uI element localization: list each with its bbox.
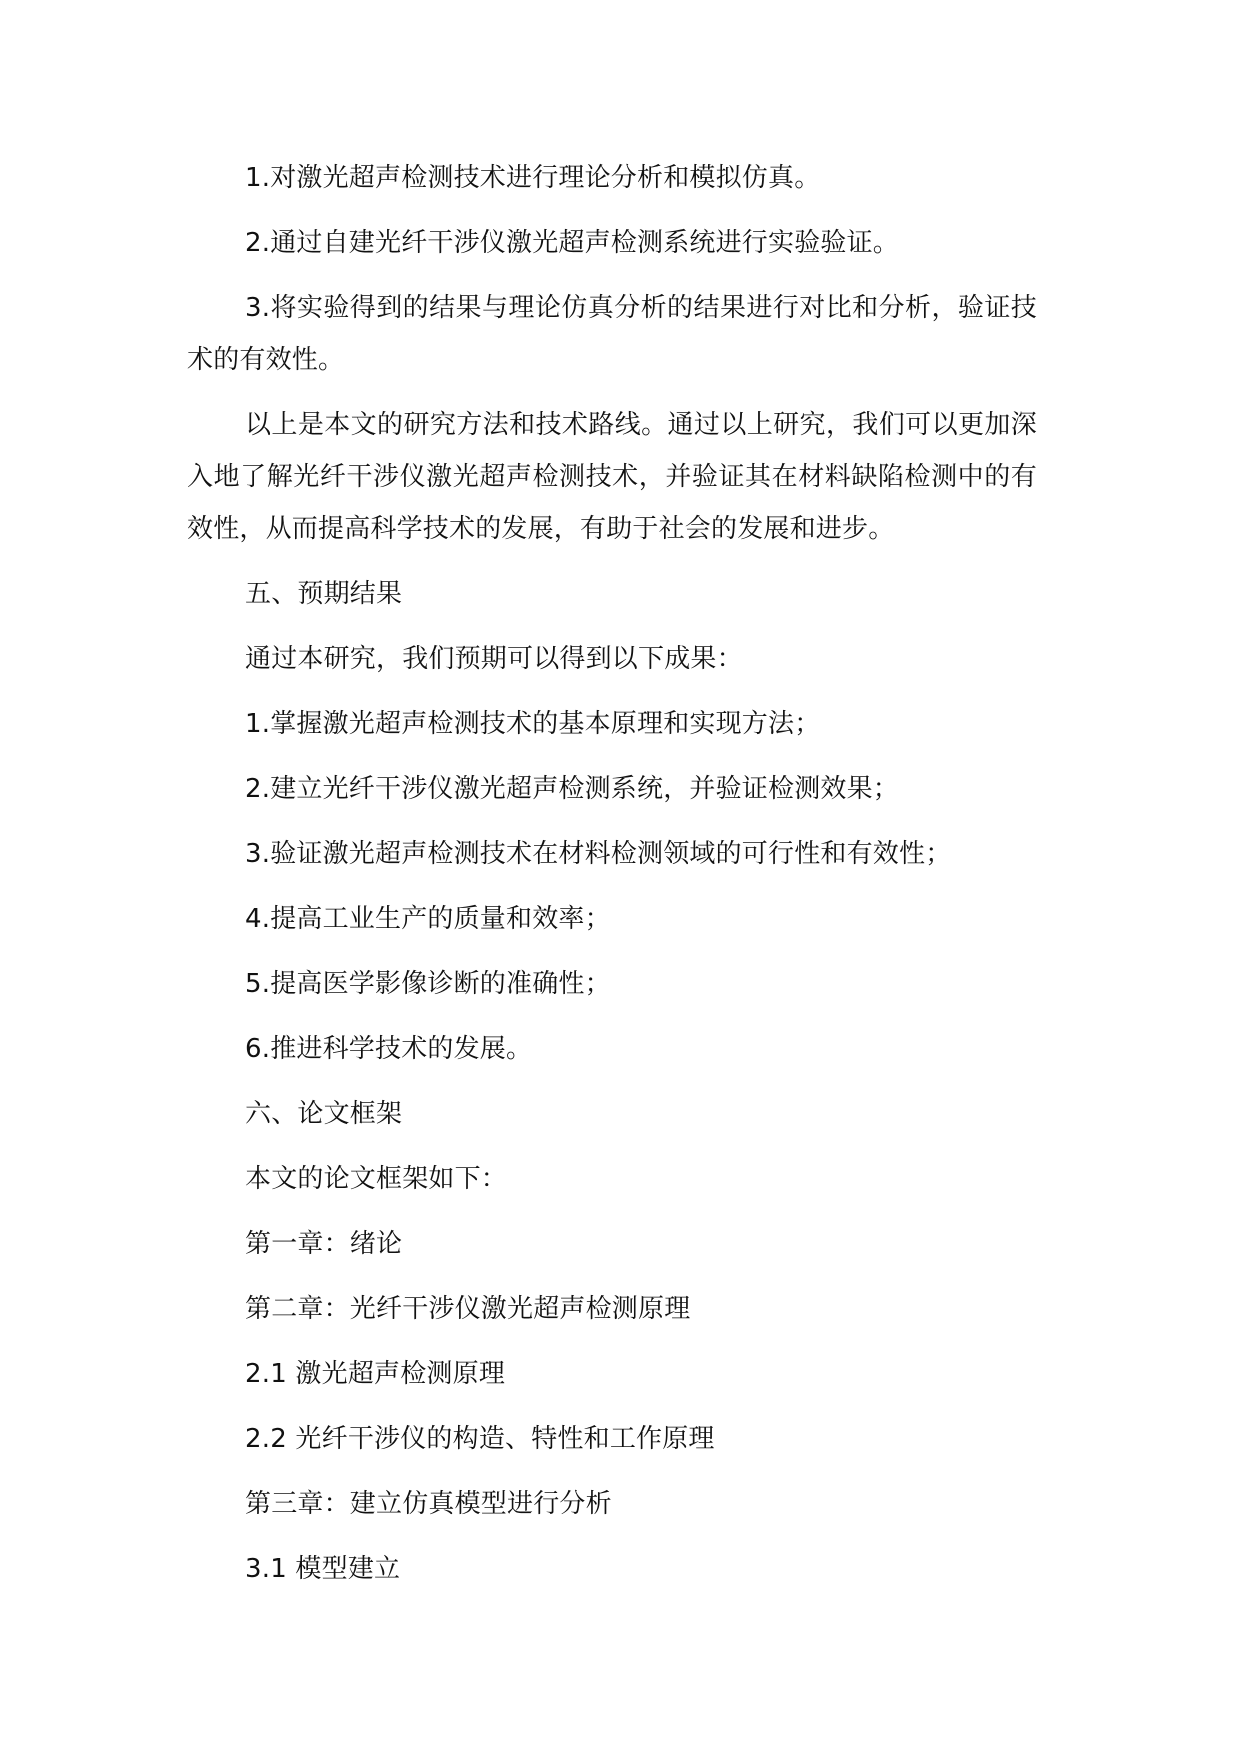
document-body bbox=[187, 152, 1037, 1595]
section-2-1-title: 2.1 激光超声检测原理 bbox=[245, 1359, 506, 1389]
chapter-1-title: 第一章：绪论 bbox=[245, 1229, 403, 1259]
paragraph-method-summary: 以上是本文的研究方法和技术路线。通过以上研究，我们可以更加深入地了解光纤干涉仪激光超声检测技术，并验证其在材料缺陷检测中的有效性，从而提高科学技术的发展，有助于社会的发展和进步。 bbox=[187, 410, 1037, 544]
section-2-2-title: 2.2 光纤干涉仪的构造、特性和工作原理 bbox=[245, 1424, 715, 1454]
section-heading-thesis-framework: 六、论文框架 bbox=[245, 1099, 403, 1129]
paragraph-framework-intro: 本文的论文框架如下： bbox=[245, 1164, 508, 1194]
section-3-1-title: 3.1 模型建立 bbox=[245, 1554, 401, 1584]
paragraph-method-3: 3.将实验得到的结果与理论仿真分析的结果进行对比和分析，验证技术的有效性。 bbox=[187, 293, 1037, 375]
section-heading-expected-results: 五、预期结果 bbox=[245, 579, 403, 609]
paragraph-method-2: 2.通过自建光纤干涉仪激光超声检测系统进行实验验证。 bbox=[245, 228, 900, 258]
list-item-expected-3: 3.验证激光超声检测技术在材料检测领域的可行性和有效性； bbox=[245, 839, 952, 869]
chapter-3-title: 第三章：建立仿真模型进行分析 bbox=[245, 1489, 612, 1519]
paragraph-method-1: 1.对激光超声检测技术进行理论分析和模拟仿真。 bbox=[245, 163, 821, 193]
list-item-expected-1: 1.掌握激光超声检测技术的基本原理和实现方法； bbox=[245, 709, 821, 739]
list-item-expected-4: 4.提高工业生产的质量和效率； bbox=[245, 904, 611, 934]
list-item-expected-5: 5.提高医学影像诊断的准确性； bbox=[245, 969, 611, 999]
chapter-2-title: 第二章：光纤干涉仪激光超声检测原理 bbox=[245, 1294, 691, 1324]
list-item-expected-6: 6.推进科学技术的发展。 bbox=[245, 1034, 533, 1064]
list-item-expected-2: 2.建立光纤干涉仪激光超声检测系统，并验证检测效果； bbox=[245, 774, 900, 804]
paragraph-expected-intro: 通过本研究，我们预期可以得到以下成果： bbox=[245, 644, 743, 674]
